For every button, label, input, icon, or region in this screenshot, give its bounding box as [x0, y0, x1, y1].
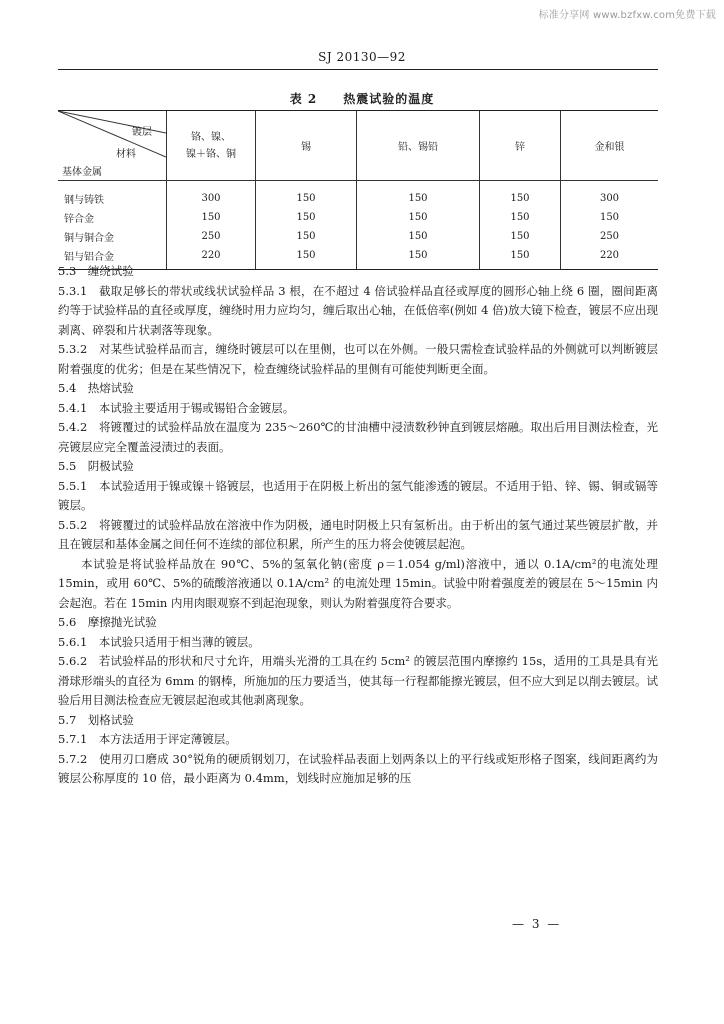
temperature-cell: 150 — [357, 181, 480, 209]
watermark: 标准分享网 www.bzfxw.com免费下载 — [538, 10, 716, 21]
base-metal-cell: 铝与铝合金 — [58, 246, 167, 270]
paragraph: 5.5.2 将镀覆过的试验样品放在溶液中作为阴极，通电时阴极上只有氢析出。由于析出的氢气通过某些镀层扩散，并且在镀层和基体金属之间任何不连续的部位积累，所产生的压力将会使镀层起泡。 — [58, 517, 658, 551]
paragraph: 5.5.1 本试验适用于镍或镍＋铬镀层，也适用于在阴极上析出的氢气能渗透的镀层。不适用于铅、锌、锡、铜或镉等镀层。 — [58, 478, 658, 512]
paragraph: 5.4.2 将镀覆过的试验样品放在温度为 235～260℃的甘油槽中浸渍数秒钟直到镀层熔融。取出后用目测法检查，光亮镀层应完全覆盖浸渍过的表面。 — [58, 420, 658, 454]
table-caption — [0, 90, 724, 107]
paragraph: 5.6.1 本试验只适用于相当薄的镀层。 — [58, 634, 260, 649]
base-metal-cell: 锌合金 — [64, 214, 94, 225]
header-rule — [58, 69, 658, 70]
paragraph: 5.3.1 截取足够长的带状或线状试验样品 3 根，在不超过 4 倍试验样品直径或厚度的圆形心轴上绕 6 圈，圈间距离约等于试验样品的直径或厚度，缠绕时用力应均匀，缠后取出心轴，在低倍率(例如 4 倍)放大镜下检查，镀层不应出现剥离、碎裂和片状剥落等现象。 — [58, 283, 658, 337]
temperature-cell: 300 — [561, 181, 659, 209]
corner-header-cell — [58, 111, 167, 181]
heat-shock-table — [58, 110, 658, 270]
document-id: SJ 20130—92 — [318, 50, 406, 64]
paragraph: 5.7.1 本方法适用于评定薄镀层。 — [58, 732, 237, 746]
temperature-cell: 150 — [480, 208, 561, 227]
temperature-cell: 150 — [480, 181, 561, 209]
paragraph: 5.7 划格试验 — [58, 712, 134, 727]
paragraph: 5.6 摩擦抛光试验 — [58, 615, 157, 629]
paragraph: 5.5 阴极试验 — [58, 459, 134, 473]
column-header: 铅、锡铅 — [357, 111, 480, 181]
temperature-cell: 150 — [256, 227, 357, 246]
temperature-cell: 220 — [167, 246, 256, 270]
temperature-cell: 150 — [357, 227, 480, 246]
corner-label-base: 基体金属 — [62, 167, 102, 178]
column-header: 铬、镍、 镍＋铬、铜 — [167, 111, 256, 181]
table-row — [58, 208, 658, 227]
temperature-cell: 150 — [357, 208, 480, 227]
temperature-cell: 250 — [561, 227, 659, 246]
paragraph: 5.4.1 本试验主要适用于锡或锡铅合金镀层。 — [58, 400, 295, 415]
corner-label-coating: 镀层 — [132, 127, 152, 138]
temperature-cell: 150 — [256, 246, 357, 270]
paragraph: 5.4 热熔试验 — [58, 381, 134, 395]
column-header: 锌 — [480, 111, 561, 181]
temperature-cell: 150 — [256, 181, 357, 209]
table-number: 表 2 — [289, 92, 318, 106]
temperature-cell: 150 — [480, 246, 561, 270]
paragraph: 本试验是将试验样品放在 90℃、5%的氢氧化钠(密度 ρ＝1.054 g/ml)溶液中，通以 0.1A/cm²的电流处理 15min，或用 60℃、5%的硫酸溶液通以 0.1A/cm² 的电流处理 15min。试验中附着强度差的镀层在 5～15min 内会起泡。若在 15min 内用肉眼观察不到起泡现象，则认为附着强度符合要求。 — [58, 556, 658, 610]
base-metal-cell: 铜与铜合金 — [64, 233, 114, 244]
paragraph: 5.3 缠绕试验 — [58, 264, 134, 278]
temperature-cell: 220 — [561, 246, 659, 270]
body-text — [58, 262, 658, 789]
column-header: 金和银 — [561, 111, 659, 181]
base-metal-cell: 钢与铸铁 — [64, 195, 104, 206]
paragraph: 5.6.2 若试验样品的形状和尺寸允许，用端头光滑的工具在约 5cm² 的镀层范围内摩擦约 15s，适用的工具是具有光滑球形端头的直径为 6mm 的钢棒，所施加的压力要适当，使其每一行程都能擦光镀层，但不应大到足以削去镀层。试验后用目测法检查应无镀层起泡或其他剥离现象。 — [58, 654, 658, 707]
temperature-cell: 150 — [256, 208, 357, 227]
table-title: 热震试验的温度 — [343, 92, 435, 106]
temperature-cell: 300 — [167, 181, 256, 209]
page-number: — 3 — — [512, 917, 562, 931]
table-header-row — [58, 111, 658, 181]
table-row — [58, 181, 658, 209]
temperature-cell: 150 — [167, 208, 256, 227]
column-header: 锡 — [256, 111, 357, 181]
paragraph: 5.7.2 使用刃口磨成 30°锐角的硬质钢划刀，在试验样品表面上划两条以上的平行线或矩形格子图案，线间距离约为镀层公称厚度的 10 倍，最小距离为 0.4mm，划线时应施加足够的压 — [58, 751, 658, 785]
temperature-cell: 150 — [357, 246, 480, 270]
table-row — [58, 227, 658, 246]
corner-label-material: 材料 — [116, 149, 136, 160]
temperature-cell: 150 — [561, 208, 659, 227]
temperature-cell: 250 — [167, 227, 256, 246]
temperature-cell: 150 — [480, 227, 561, 246]
paragraph: 5.3.2 对某些试验样品而言，缠绕时镀层可以在里侧，也可以在外侧。一般只需检查试验样品的外侧就可以判断镀层附着强度的优劣；但是在某些情况下，检查缠绕试验样品的里侧有可能使判断更全面。 — [58, 342, 658, 376]
